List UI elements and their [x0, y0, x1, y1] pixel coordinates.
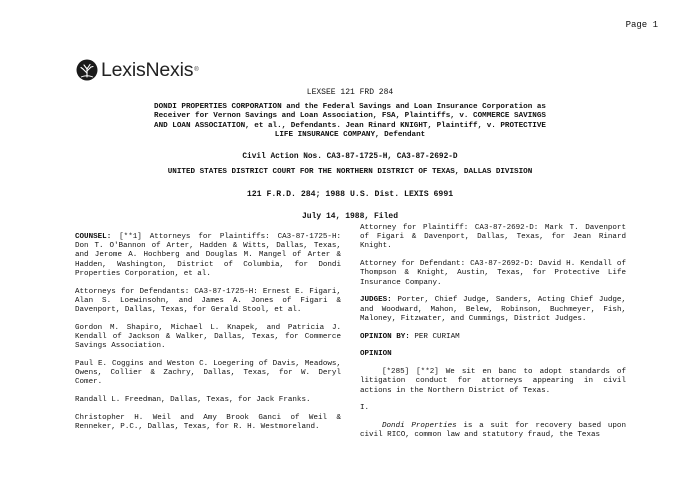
right-column	[360, 224, 626, 449]
logo-wordmark: LexisNexis	[101, 58, 194, 81]
comer-counsel-paragraph: Paul E. Coggins and Weston C. Loegering of Davis, Meadows, Owens, Collier & Zachry, Dallas, Texas, for W. Deryl Comer.	[75, 360, 341, 387]
logo-trademark: ®	[194, 67, 199, 73]
franks-counsel-paragraph: Randall L. Freedman, Dallas, Texas, for Jack Franks.	[75, 396, 311, 405]
defendants-attorneys-paragraph: Attorneys for Defendants: CA3-87-1725-H: Ernest E. Figari, Alan S. Loewinsohn, and James A. Jones of Figari & Davenport, Dallas, Texas, for Gerald Stool, et al.	[75, 287, 341, 315]
lexisnexis-logo	[76, 58, 199, 82]
section-numeral: I.	[360, 404, 370, 413]
reporter-citation: 121 F.R.D. 284; 1988 U.S. Dist. LEXIS 6991	[246, 190, 454, 199]
case-caption: DONDI PROPERTIES CORPORATION and the Federal Savings and Loan Insurance Corporation as Receiver for Vernon Savings and Loan Association, FSA, Plaintiffs, v. COMMERCE SAVINGS AND LOAN ASSOCIATION, et al., Defendants. Jean Rinard KNIGHT, Plaintiff, v. PROTECTIVE LIFE INSURANCE COMPANY, Defendant	[154, 103, 546, 140]
judges-label: JUDGES:	[360, 296, 392, 305]
opinion-second-paragraph	[360, 422, 626, 440]
counsel-paragraph	[75, 233, 341, 279]
opinion-by-label: OPINION BY:	[360, 332, 410, 341]
court-name: UNITED STATES DISTRICT COURT FOR THE NORTHERN DISTRICT OF TEXAS, DALLAS DIVISION	[167, 168, 533, 176]
judges-text: Porter, Chief Judge, Sanders, Acting Chief Judge, and Woodward, Mahon, Belew, Robinson, Buchmeyer, Fish, Maloney, Fitzwater, and Cummings, District Judges.	[360, 296, 626, 323]
counsel-text: [**1] Attorneys for Plaintiffs: CA3-87-1725-H: Don T. O'Bannon of Arter, Hadden & Witts, Dallas, Texas, and Jerome A. Hochberg and Douglas M. Mangel of Arter & Hadden, Washington, District of Columbia, for Dondi Properties Corporation, et al.	[75, 233, 341, 278]
opinion-first-paragraph: [*285] [**2] We sit en banc to adopt standards of litigation conduct for attorneys appearing in civil actions in the Northern District of Texas.	[360, 368, 626, 395]
commerce-savings-counsel-paragraph: Gordon M. Shapiro, Michael L. Knapek, and Patricia J. Kendall of Jackson & Walker, Dallas, Texas, for Commerce Savings Association.	[75, 323, 341, 351]
judges-paragraph	[360, 296, 626, 324]
opinion-second-text: is a suit for recovery based upon civil RICO, common law and statutory fraud, the Texas	[360, 422, 626, 440]
opinion-by-paragraph	[360, 333, 626, 342]
opinion-heading: OPINION	[360, 350, 392, 359]
lexisnexis-tree-icon	[76, 59, 98, 81]
left-column	[75, 233, 341, 441]
filed-date: July 14, 1988, Filed	[301, 212, 398, 221]
protective-life-counsel-paragraph: Attorney for Defendant: CA3-87-2692-D: David H. Kendall of Thompson & Knight, Austin, Texas, for Protective Life Insurance Company.	[360, 260, 626, 287]
lexsee-citation: LEXSEE 121 FRD 284	[306, 88, 394, 97]
civil-action-numbers: Civil Action Nos. CA3-87-1725-H, CA3-87-2692-D	[242, 153, 458, 161]
knight-counsel-paragraph: Attorney for Plaintiff: CA3-87-2692-D: Mark T. Davenport of Figari & Davenport, Dallas, Texas, for Jean Rinard Knight.	[360, 224, 626, 251]
page-number: Page 1	[625, 20, 658, 30]
counsel-label: COUNSEL:	[75, 233, 112, 241]
case-name-italic: Dondi Properties	[382, 422, 457, 431]
opinion-by-text: PER CURIAM	[409, 332, 460, 341]
westmoreland-counsel-paragraph: Christopher H. Weil and Amy Brook Ganci of Weil & Renneker, P.C., Dallas, Texas, for R. H. Westmoreland.	[75, 414, 341, 432]
